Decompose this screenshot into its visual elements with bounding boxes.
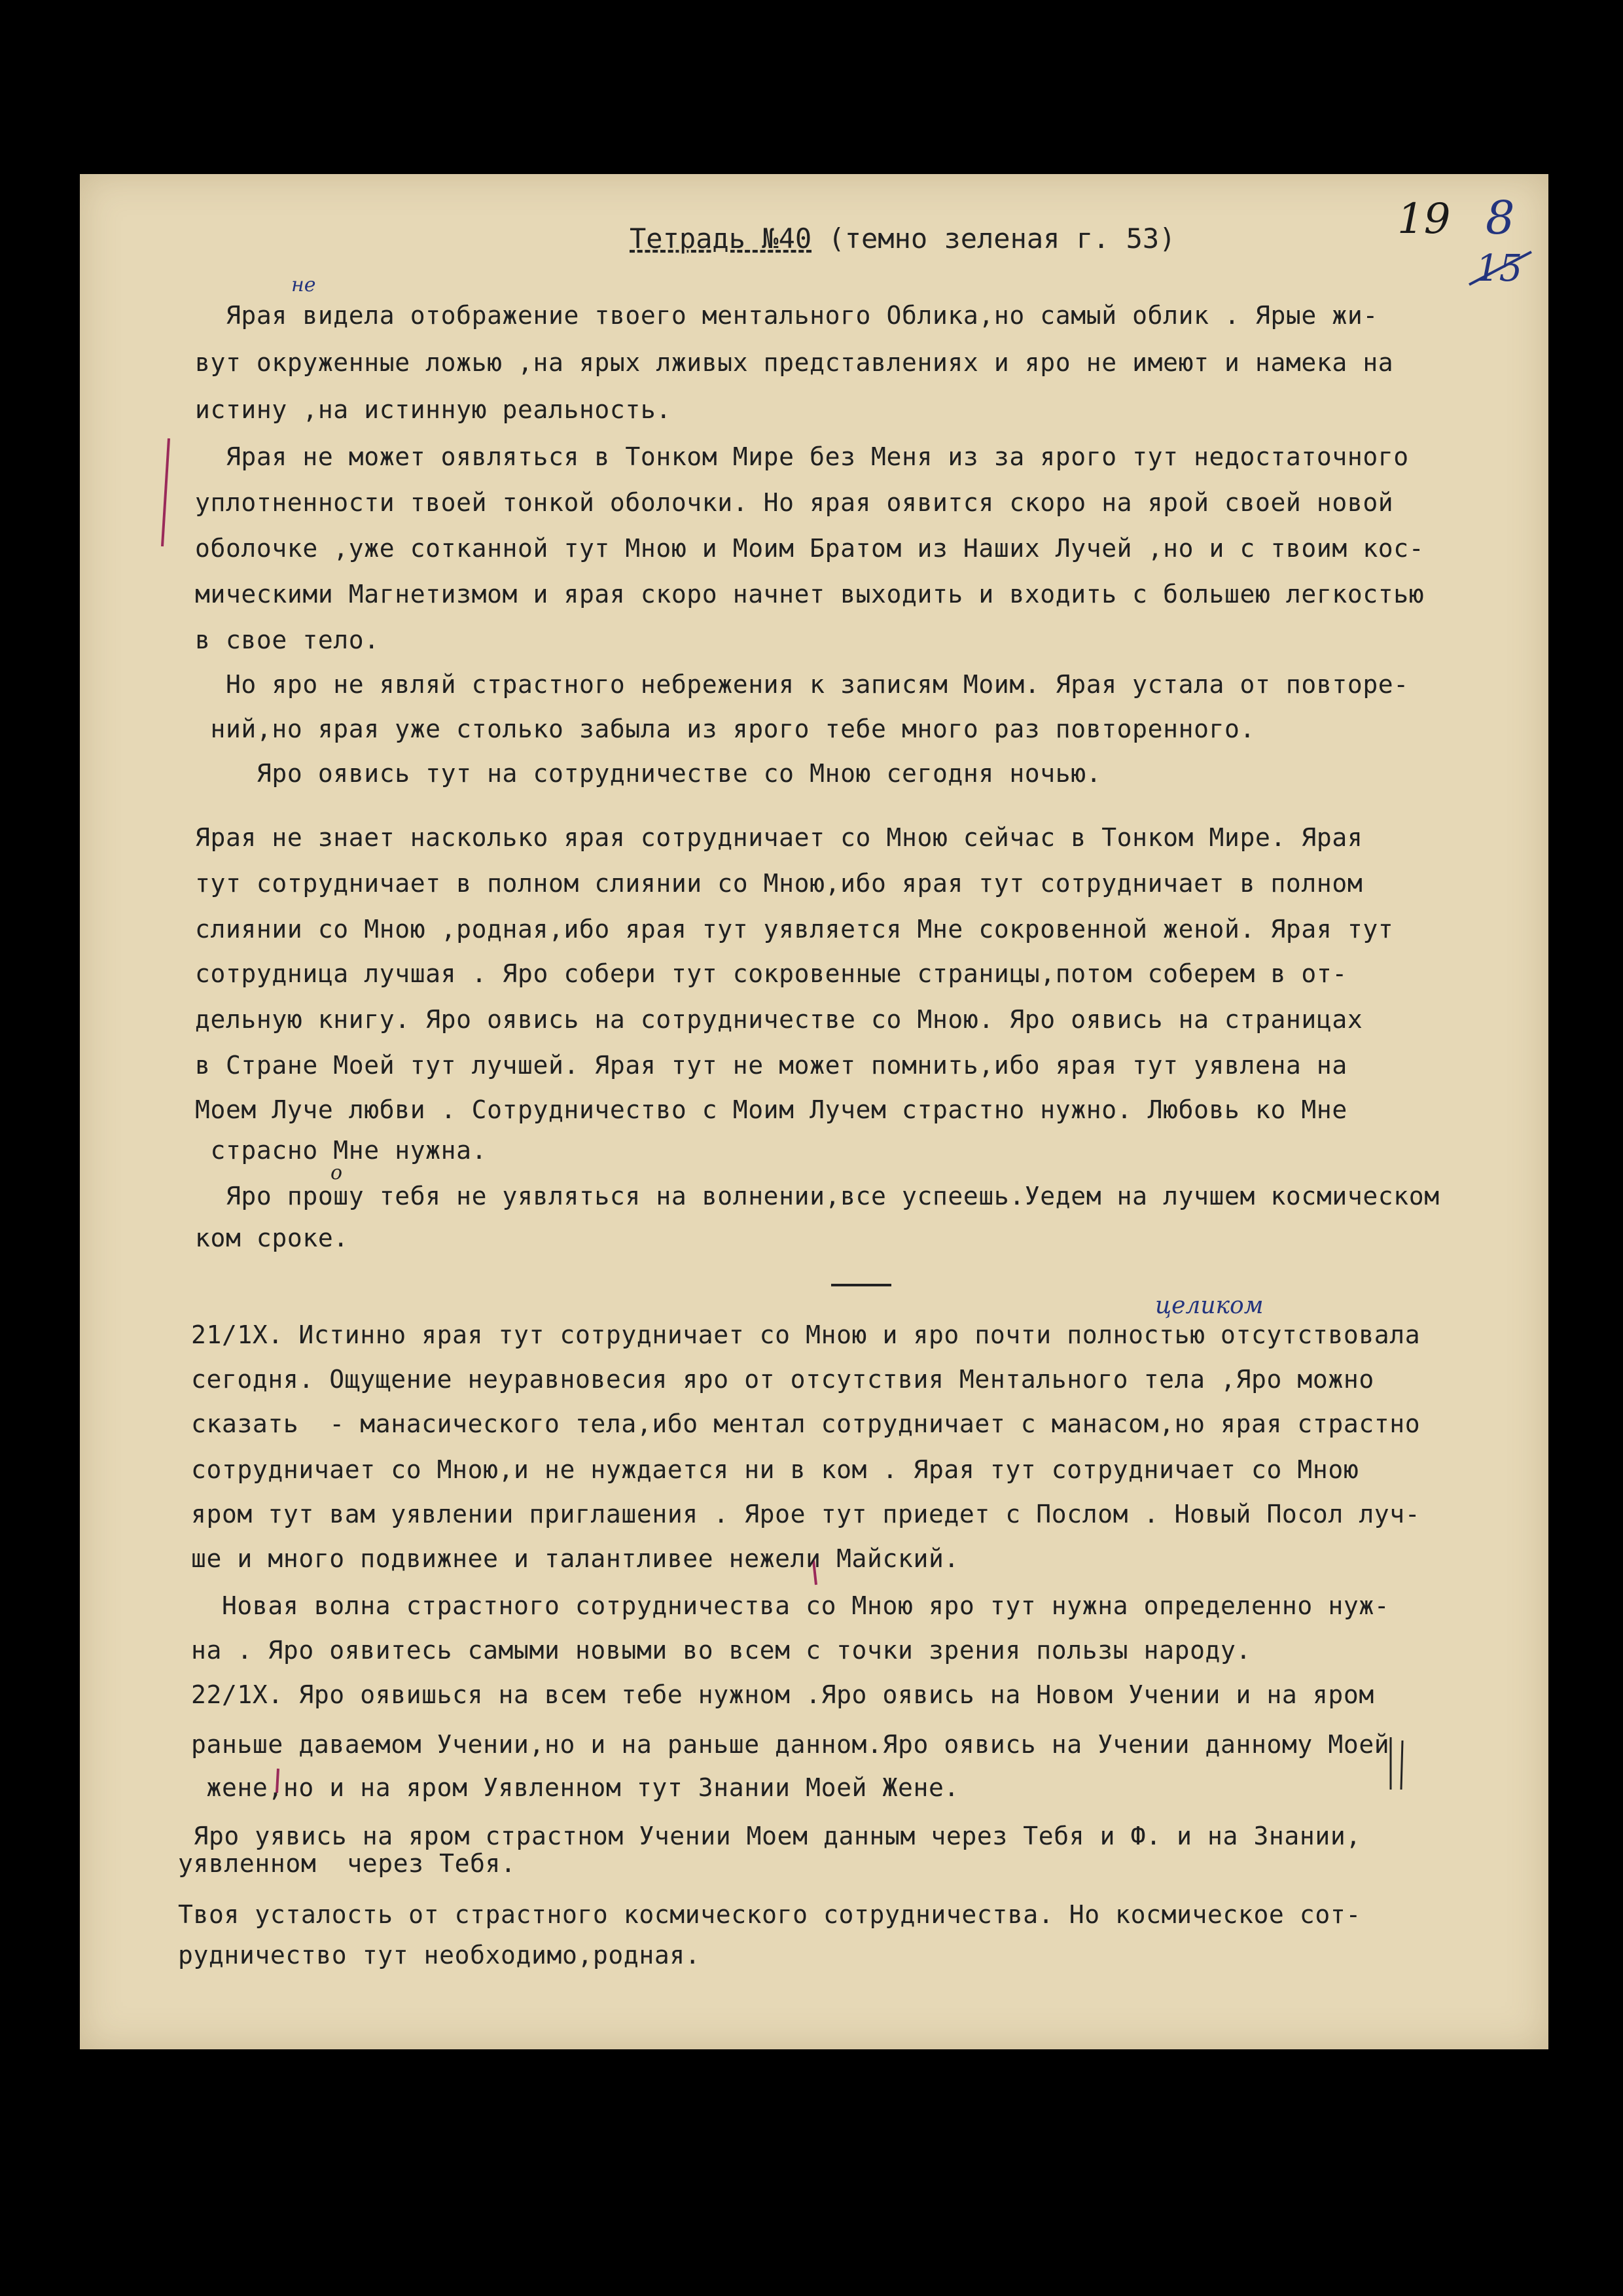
text-line: Ярая не может оявляться в Тонком Мире без Меня из за ярого тут недостаточного [195,442,1409,471]
text-line: Ярая видела отображение твоего ментального Облика,но самый облик . Ярые жи- [195,301,1378,330]
text-line: Яро оявись тут на сотрудничестве со Мною сегодня ночью. [195,759,1102,788]
text-line: сегодня. Ощущение неуравновесия яро от отсутствия Ментального тела ,Яро можно [191,1365,1374,1394]
text-line: вут окруженные ложью ,на ярых лживых представлениях и яро не имеют и намека на [195,348,1394,377]
text-line: Ярая не знает насколько ярая сотрудничает со Мною сейчас в Тонком Мире. Ярая [195,823,1363,852]
section-divider [831,1284,891,1286]
text-line: уплотненности твоей тонкой оболочки. Но ярая оявится скоро на ярой своей новой [195,488,1394,517]
page-number-b: 8 [1486,191,1515,245]
text-line: ком сроке. [195,1224,349,1252]
notebook-description: (темно зеленая г. 53) [812,222,1176,255]
text-line: мическими Магнетизмом и ярая скоро начнет выходить и входить с большею легкостью [195,580,1425,609]
page-number-a: 19 [1397,195,1451,243]
text-line: 21/1Х. Истинно ярая тут сотрудничает со Мною и яро почти полностью отсутствовала [191,1320,1421,1349]
text-line: в Стране Моей тут лучшей. Ярая тут не может помнить,ибо ярая тут уявлена на [195,1051,1347,1080]
insertion-ne: не [291,274,316,296]
text-line: страсно Мне нужна. [195,1136,488,1165]
text-line: в свое тело. [195,626,380,654]
page-title [630,222,1175,255]
text-line: истину ,на истинную реальность. [195,395,671,424]
text-line: оболочке ,уже сотканной тут Мною и Моим Братом из Наших Лучей ,но и с твоим кос- [195,534,1425,563]
text-line: Новая волна страстного сотрудничества со Мною яро тут нужна определенно нуж- [191,1591,1390,1620]
text-line: Яро прошу тебя не уявляться на волнении,все успеешь.Уедем на лучшем космическом [195,1182,1440,1210]
text-line: яром тут вам уявлении приглашения . Ярое тут приедет с Послом . Новый Посол луч- [191,1500,1421,1528]
text-line: Моем Луче любви . Сотрудничество с Моим Лучем страстно нужно. Любовь ко Мне [195,1095,1347,1124]
text-line: Но яро не являй страстного небрежения к записям Моим. Ярая устала от повторе- [195,670,1409,699]
text-line: рудничество тут необходимо,родная. [178,1941,701,1969]
text-line: сотрудничает со Мною,и не нуждается ни в ком . Ярая тут сотрудничает со Мною [191,1455,1359,1484]
page-number-c: 15 [1476,247,1523,290]
text-line: сотрудница лучшая . Яро собери тут сокровенные страницы,потом соберем в от- [195,959,1347,988]
text-line: сказать - манасического тела,ибо ментал сотрудничает с манасом,но ярая страстно [191,1409,1421,1438]
text-line: слиянии со Мною ,родная,ибо ярая тут уявляется Мне сокровенной женой. Ярая тут [195,915,1394,944]
text-line: Яро уявись на яром страстном Учении Моем данным через Тебя и Ф. и на Знании, [178,1822,1361,1850]
text-line: уявленном через Тебя. [178,1849,516,1878]
text-line: жене,но и на яром Уявленном тут Знании Моей Жене. [191,1773,959,1802]
text-line: на . Яро оявитесь самыми новыми во всем с точки зрения пользы народу. [191,1636,1251,1665]
text-line: Твоя усталость от страстного космического сотрудничества. Но космическое сот- [178,1900,1361,1929]
text-line: тут сотрудничает в полном слиянии со Мною,ибо ярая тут сотрудничает в полном [195,869,1363,898]
margin-bracket-mark [157,435,177,553]
insertion-chelikom: целиком [1155,1292,1264,1319]
insertion-o: о [330,1161,343,1184]
text-line: ний,но ярая уже столько забыла из ярого тебе много раз повторенного. [195,715,1255,743]
text-line: раньше даваемом Учении,но и на раньше данном.Яро оявись на Учении данному Моей [191,1730,1390,1759]
page-number-strike [1466,245,1538,291]
text-line: 22/1Х. Яро оявишься на всем тебе нужном .Яро оявись на Новом Учении и на яром [191,1680,1374,1709]
text-line: ше и много подвижнее и талантливее нежели Майский. [191,1544,959,1573]
text-line: дельную книгу. Яро оявись на сотрудничестве со Мною. Яро оявись на страницах [195,1005,1363,1034]
notebook-number: Тетрадь №40 [630,222,812,255]
